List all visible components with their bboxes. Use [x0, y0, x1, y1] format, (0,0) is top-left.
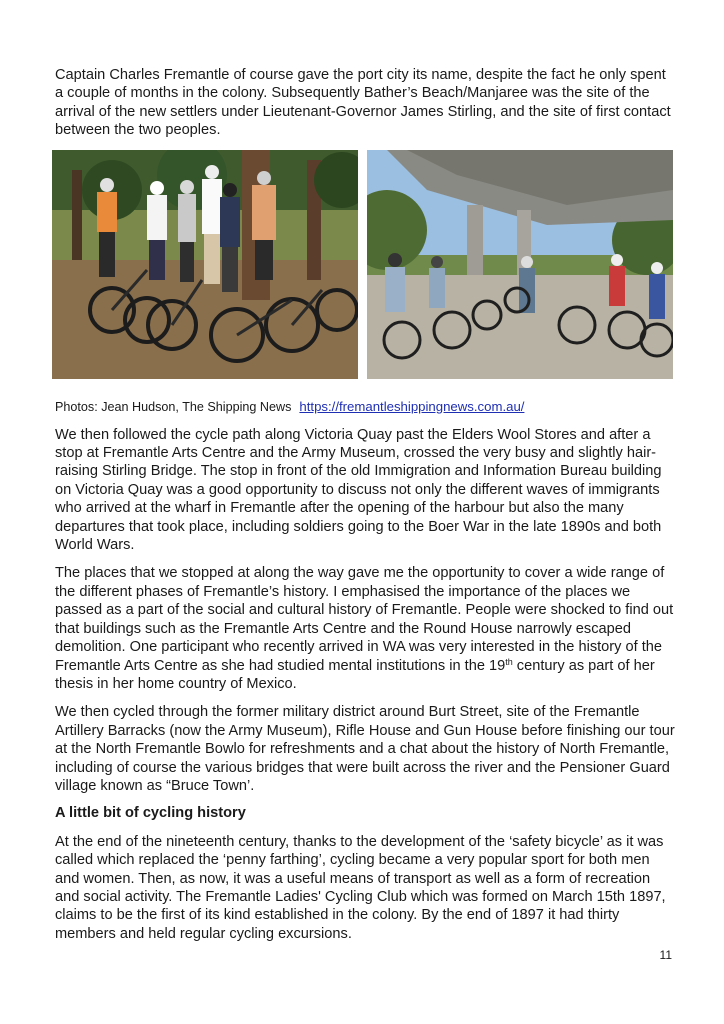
section-heading: A little bit of cycling history [55, 805, 246, 822]
paragraph-fremantle-history [55, 564, 677, 693]
photo-cyclists-group [52, 150, 358, 379]
intro-paragraph: Captain Charles Fremantle of course gave the port city its name, despite the fact he only spent a couple of months in the colony. Subsequently Bather’s Beach/Manjaree was the site of the arrival of the new settlers under Lieutenant-Governor James Stirling, and the site of first contact between the two peoples. [55, 67, 671, 139]
paragraph-text-end: century as part of her thesis in her home country of Mexico. [55, 657, 655, 692]
caption-credit: Photos: Jean Hudson, The Shipping News [55, 399, 292, 414]
superscript-th: th [505, 656, 513, 667]
paragraph-victoria-quay: We then followed the cycle path along Victoria Quay past the Elders Wool Stores and after a stop at Fremantle Arts Centre and the Army Museum, crossed the very busy and slightly hair-raising Stirling Bridge. The stop in front of the old Immigration and Information Bureau building on Victoria Quay was a good opportunity to discuss not only the different waves of immigrants who arrived at the wharf in Fremantle after the opening of the harbour but also the many departures that took place, including soldiers going to the Boer War in the late 1890s and both World Wars. [55, 426, 662, 554]
photo-cyclists-under-bridge [367, 150, 673, 379]
page-number: 11 [659, 948, 672, 962]
paragraph-text-start: The places that we stopped at along the way gave me the opportunity to cover a wide range of the different phases of Fremantle’s history. I emphasised the importance of the places we passed as a part of the social and cultural history of Fremantle. People were shocked to find out that buildings such as the Fremantle Arts Centre and the Round House narrowly escaped demolition. One participant who recently arrived in WA was very interested in the history of the Fremantle Arts Centre as she had studied mental institutions in the 19 [55, 565, 674, 674]
photo-row [55, 150, 677, 381]
caption-link[interactable]: https://fremantleshippingnews.com.au/ [299, 398, 525, 414]
paragraph-military-district: We then cycled through the former military district around Burt Street, site of the Fremantle Artillery Barracks (now the Army Museum), Rifle House and Gun House before finishing our tour at the North Fremantle Bowlo for refreshments and a chat about the history of North Fremantle, including of course the various bridges that were built across the river and the Pensioner Guard village known as “Bruce Town’. [55, 704, 675, 794]
paragraph-cycling-history: At the end of the nineteenth century, thanks to the development of the ‘safety bicycle’ as it was called which replaced the ‘penny farthing’, cycling became a very popular sport for both men and women. Then, as now, it was a useful means of transport as well as a form of recreation and social activity. The Fremantle Ladies' Cycling Club which was formed on March 15th 1897, claims to be the first of its kind established in the colony. By the end of 1897 it had thirty members and held regular cycling excursions. [55, 833, 666, 942]
document-page [55, 66, 677, 943]
photo-caption [55, 399, 677, 415]
